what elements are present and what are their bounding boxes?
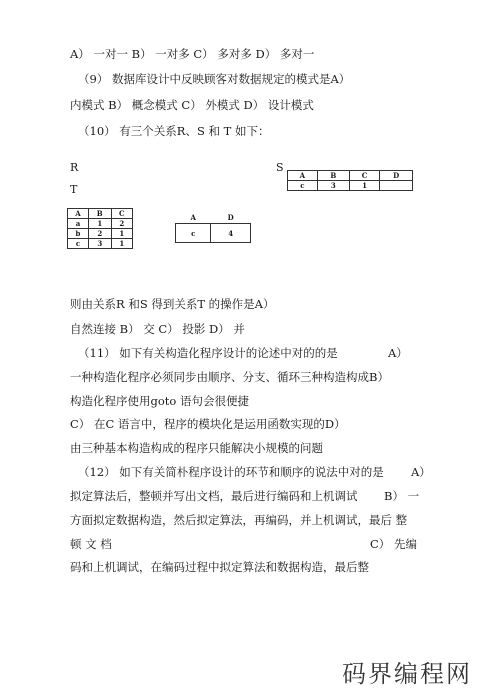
- question-12: （12） 如下有关简朴程序设计的环节和顺序的说法中对的是: [78, 465, 384, 479]
- question-10-text: 则由关系R 和S 得到关系T 的操作是A）: [70, 297, 275, 311]
- table-cell: 4: [211, 224, 251, 243]
- option-q12-c-head: C） 先编: [370, 537, 417, 551]
- option-q12-a: 拟定算法后，整顿并写出文档，最后进行编码和上机调试: [70, 489, 358, 503]
- question-9: （9） 数据库设计中反映顾客对数据规定的模式是A）: [78, 72, 351, 86]
- table-cell: A: [176, 212, 211, 224]
- table-cell: C: [349, 171, 379, 181]
- question-10: （10） 有三个关系R、S 和 T 如下：: [78, 124, 270, 138]
- table-cell: A: [288, 171, 318, 181]
- site-watermark: 码界编程网: [342, 660, 472, 688]
- table-cell: 2: [111, 219, 132, 229]
- option-q12-b: 方面拟定数据构造，然后拟定算法，再编码，并上机调试，最后 整: [70, 513, 408, 527]
- question-11-tail: A）: [388, 346, 408, 360]
- table-row: [176, 212, 251, 224]
- table-cell: A: [68, 209, 89, 219]
- table-row: [68, 219, 133, 229]
- relation-t-label: T: [70, 183, 78, 196]
- question-11: （11） 如下有关构造化程序设计的论述中对的的是: [78, 346, 338, 360]
- table-cell: 3: [317, 181, 349, 191]
- table-row: [68, 239, 133, 249]
- question-12-tail: A）: [411, 465, 431, 479]
- table-cell: B: [317, 171, 349, 181]
- table-cell: 1: [111, 239, 132, 249]
- table-cell: B: [88, 209, 111, 219]
- table-t: [175, 212, 251, 243]
- relation-r-label: R: [70, 161, 79, 174]
- table-cell: 3: [88, 239, 111, 249]
- option-q12-a-tail: B） 一: [384, 489, 420, 503]
- table-cell: C: [111, 209, 132, 219]
- option-q11-d: 由三种基本构造构成的程序只能解决小规模的问题: [70, 441, 323, 455]
- table-r: [67, 208, 133, 249]
- table-cell: c: [176, 224, 211, 243]
- options-q9: 内模式 B） 概念模式 C） 外模式 D） 设计模式: [70, 98, 314, 112]
- options-q8: A） 一对一 B） 一对多 C） 多对多 D） 多对一: [70, 47, 315, 61]
- table-cell: c: [68, 239, 89, 249]
- option-q12-b-cont: 顿 文 档: [70, 537, 112, 551]
- options-q10: 自然连接 B） 交 C） 投影 D） 并: [70, 322, 245, 336]
- table-cell: b: [68, 229, 89, 239]
- table-cell: [380, 181, 413, 191]
- table-cell: c: [288, 181, 318, 191]
- table-cell: 1: [88, 219, 111, 229]
- option-q12-c: 码和上机调试，在编码过程中拟定算法和数据构造，最后整: [70, 560, 369, 574]
- table-row: [288, 171, 413, 181]
- table-cell: 1: [111, 229, 132, 239]
- option-q11-c: C） 在C 语言中，程序的模块化是运用函数实现的D）: [70, 417, 346, 431]
- relation-s-label: S: [276, 161, 284, 174]
- table-cell: D: [211, 212, 251, 224]
- table-row: [176, 224, 251, 243]
- table-row: [68, 229, 133, 239]
- table-s: [287, 170, 413, 191]
- table-row: [288, 181, 413, 191]
- option-q11-b: 构造化程序使用goto 语句会很便捷: [70, 394, 249, 408]
- table-cell: a: [68, 219, 89, 229]
- table-cell: 1: [349, 181, 379, 191]
- option-q11-a: 一种构造化程序必须同步由顺序、分支、循环三种构造构成B）: [70, 370, 389, 384]
- table-row: [68, 209, 133, 219]
- table-cell: D: [380, 171, 413, 181]
- table-cell: 2: [88, 229, 111, 239]
